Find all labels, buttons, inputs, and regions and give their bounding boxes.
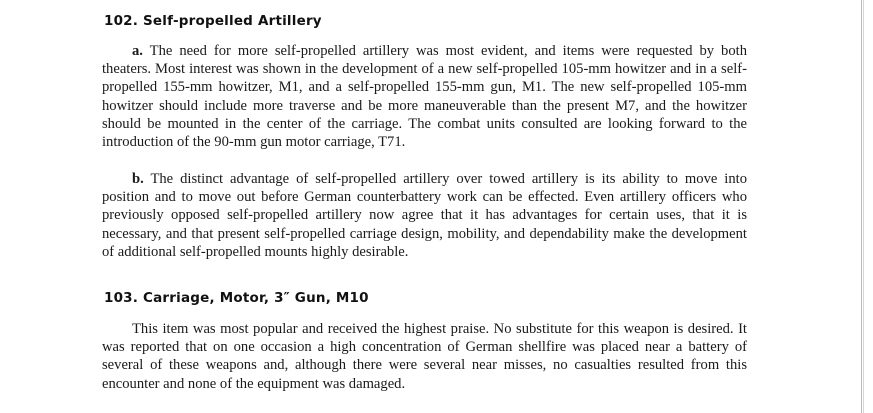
document-page xyxy=(101,0,751,413)
paragraph-text: The need for more self-propelled artillery was most evident, and items were requested by both theaters. Most interest was shown in the development of a new self-propelled 105-mm howitzer and in a self-propelled 155-mm howitzer, M1, and a self-propelled 155-mm gun, M1. The new self-propelled 105-mm howitzer should include more traverse and be more maneuverable than the present M7, and the howitzer should be mounted in the center of the carriage. The combat units consulted are looking forward to the introduction of the 90-mm gun motor carriage, T71. xyxy=(102,43,747,151)
page-edge-divider xyxy=(861,0,862,413)
paragraph-103 xyxy=(102,320,747,393)
paragraph-text: This item was most popular and received the highest praise. No substitute for this weapon is desired. It was reported that on one occasion a high concentration of German shellfire was placed near a battery of several of these weapons and, although there were several near misses, no casualties resulted from this encounter and none of the equipment was damaged. xyxy=(102,321,747,392)
scrollbar-edge[interactable] xyxy=(863,0,864,413)
paragraph-letter: b. xyxy=(132,171,144,187)
paragraph-102b xyxy=(102,170,747,261)
section-heading-103: 103. Carriage, Motor, 3″ Gun, M10 xyxy=(104,290,369,306)
paragraph-letter: a. xyxy=(132,43,143,59)
paragraph-102a xyxy=(102,42,747,151)
paragraph-text: The distinct advantage of self-propelled artillery over towed artillery is its ability to move into position and to move out before German counterbattery work can be effected. Even artillery officers who previously opposed self-propelled artillery now agree that it has advantages for certain uses, that it is necessary, and that present self-propelled carriage design, mobility, and dependability make the development of additional self-propelled mounts highly desirable. xyxy=(102,171,747,260)
section-heading-102: 102. Self-propelled Artillery xyxy=(104,13,322,29)
